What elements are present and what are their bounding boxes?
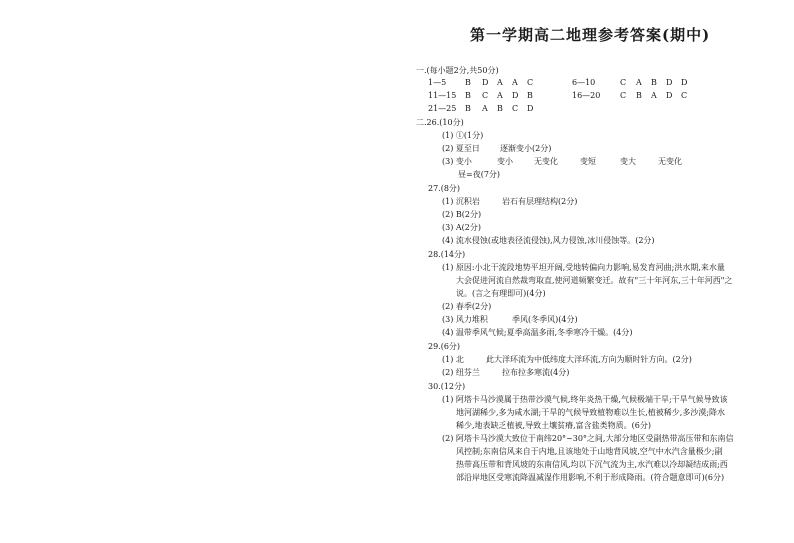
mc-answer: C	[527, 78, 534, 87]
q27-line: (2) B(2分)	[442, 210, 482, 219]
mc-answer: C	[482, 91, 489, 100]
mc-answer: D	[527, 104, 534, 113]
mc-range: 1—5	[428, 78, 447, 87]
q29-line: (2) 纽芬兰	[442, 368, 480, 377]
q30-heading: 30.(12分)	[428, 382, 466, 391]
q27-line: (3) A(2分)	[442, 223, 481, 232]
mc-answer: C	[681, 91, 688, 100]
mc-answer: A	[482, 104, 488, 113]
q26-heading: 二.26.(10分)	[416, 118, 464, 127]
q26-line: (2) 夏至日	[442, 144, 480, 153]
mc-range: 6—10	[572, 78, 596, 87]
q26-line: 变短	[580, 157, 596, 166]
mc-answer: D	[512, 91, 519, 100]
mc-answer: D	[666, 91, 673, 100]
q30-line: (2) 阿塔卡马沙漠大致位于南纬20°~30°之间,大部分地区受副热带高压带和东南信	[442, 434, 734, 443]
q26-line: (1) ①(1分)	[442, 131, 484, 140]
section1-heading: 一.(每小题2分,共50分)	[416, 66, 499, 75]
mc-answer: D	[681, 78, 688, 87]
q30-line: (1) 阿塔卡马沙漠属于热带沙漠气候,终年炎热干燥,气候极端干旱;干旱气候导致该	[442, 395, 728, 404]
mc-answer: B	[527, 91, 533, 100]
q26-line: 无变化	[534, 157, 558, 166]
q30-line: 地河湖稀少,多为咸水湖;干旱的气候导致植物难以生长,植被稀少,多沙漠;降水	[456, 408, 726, 417]
mc-answer: A	[512, 78, 518, 87]
mc-answer: C	[512, 104, 519, 113]
q28-line: 大会促进河流自然裁弯取直,使河道频繁变迁。故有"三十年河东,三十年河西"之	[456, 276, 733, 285]
q26-line: (3) 变小	[442, 157, 472, 166]
q28-line: (2) 春季(2分)	[442, 302, 492, 311]
mc-range: 21—25	[428, 104, 457, 113]
mc-range: 16—20	[572, 91, 601, 100]
mc-answer: C	[620, 91, 627, 100]
q28-line: 季风(冬季风)(4分)	[512, 315, 578, 324]
q28-heading: 28.(14分)	[428, 250, 466, 259]
q26-line: 无变化	[658, 157, 682, 166]
q27-line: (1) 沉积岩	[442, 197, 480, 206]
mc-answer: B	[465, 78, 471, 87]
mc-answer: B	[636, 91, 642, 100]
q26-line: 变大	[620, 157, 636, 166]
q26-line: 逐渐变小(2分)	[500, 144, 552, 153]
mc-answer: B	[465, 91, 471, 100]
mc-answer: B	[497, 104, 503, 113]
mc-answer: D	[482, 78, 489, 87]
mc-answer: A	[651, 91, 657, 100]
q29-line: 此大洋环流为中低纬度大洋环流,方向为顺时针方向。(2分)	[486, 355, 692, 364]
mc-answer: D	[666, 78, 673, 87]
q29-line: 拉布拉多寒流(4分)	[502, 368, 570, 377]
q30-line: 部沿岸地区受寒流降温减湿作用影响,不利于形成降雨。(符合题意即可)(6分)	[456, 473, 725, 482]
q29-heading: 29.(6分)	[428, 342, 461, 351]
q27-line: 岩石有层理结构(2分)	[502, 197, 578, 206]
q29-line: (1) 北	[442, 355, 464, 364]
mc-answer: A	[497, 91, 503, 100]
q27-heading: 27.(8分)	[428, 184, 461, 193]
q26-line: 昼=夜(7分)	[458, 170, 501, 179]
q27-line: (4) 流水侵蚀(或地表径流侵蚀),风力侵蚀,冰川侵蚀等。(2分)	[442, 236, 655, 245]
q28-line: (3) 风力堆积	[442, 315, 488, 324]
mc-answer: B	[651, 78, 657, 87]
mc-range: 11—15	[428, 91, 457, 100]
q30-line: 稀少,地表缺乏植被,导致土壤贫瘠,富含盐类物质。(6分)	[456, 421, 651, 430]
mc-answer: A	[497, 78, 503, 87]
mc-answer: A	[636, 78, 642, 87]
q28-line: (4) 温带季风气候;夏季高温多雨,冬季寒冷干燥。(4分)	[442, 328, 633, 337]
q30-line: 热带高压带和背风坡的东南信风,均以下沉气流为主,水汽难以冷却凝结成雨;西	[456, 460, 728, 469]
q28-line: (1) 原因:小北干流段地势平坦开阔,受地转偏向力影响,易发育河曲;洪水期,来水量	[442, 263, 725, 272]
mc-answer: B	[465, 104, 471, 113]
mc-answer: C	[620, 78, 627, 87]
q30-line: 风控制;东南信风来自于内地,且该地处于山地背风坡,空气中水汽含量极少;副	[456, 447, 723, 456]
page-title: 第一学期高二地理参考答案(期中)	[470, 26, 711, 44]
q28-line: 说。(言之有理即可)(4分)	[456, 289, 546, 298]
q26-line: 变小	[497, 157, 513, 166]
